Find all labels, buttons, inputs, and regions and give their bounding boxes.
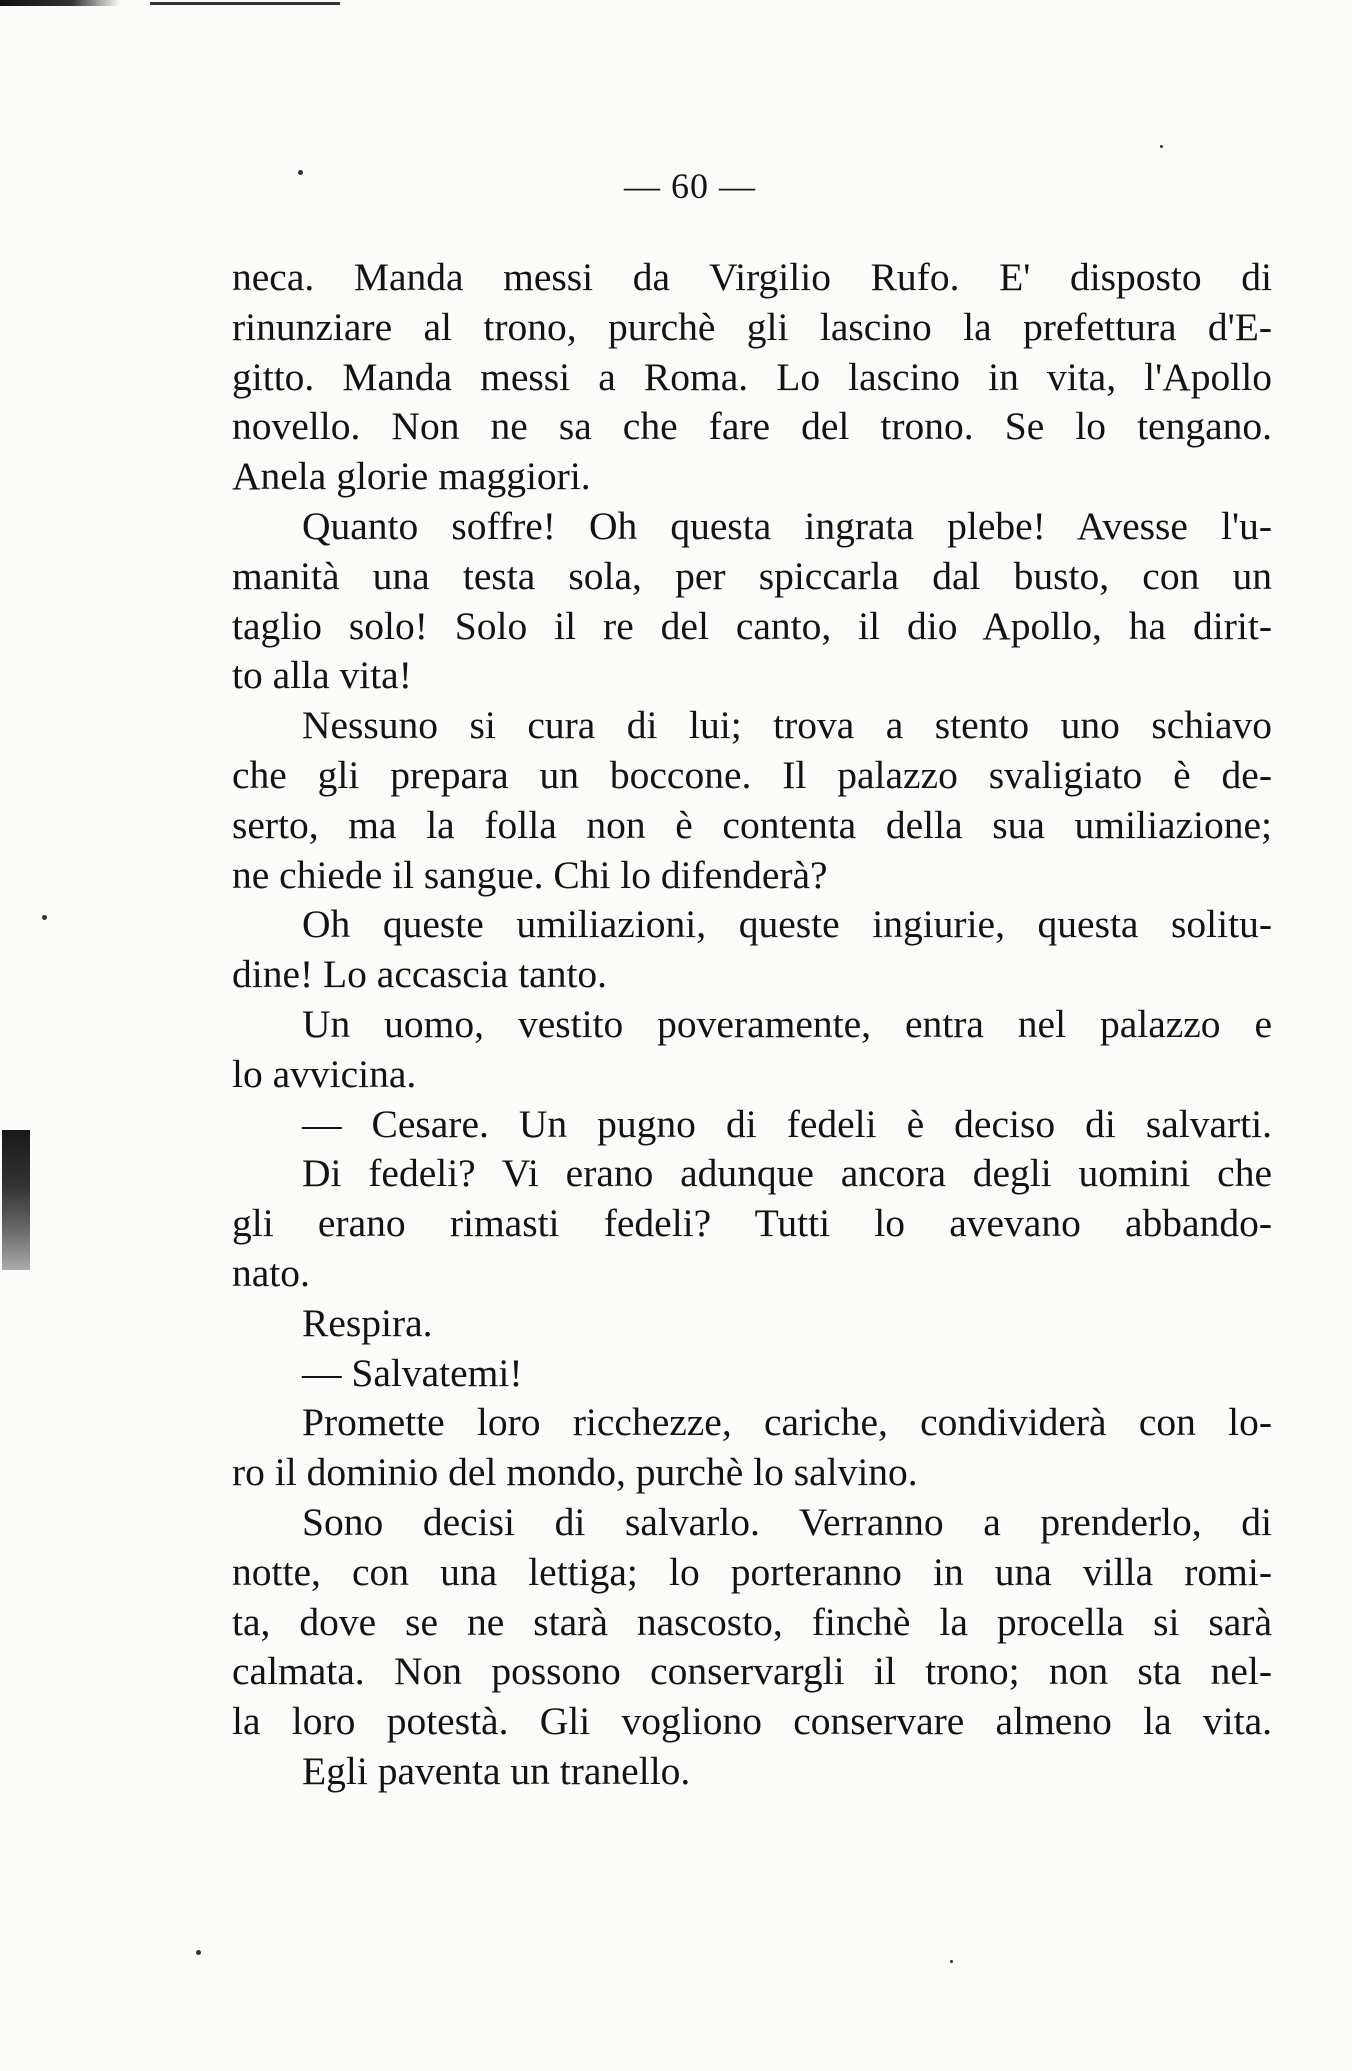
text-line: nato. <box>232 1250 310 1295</box>
scan-artifact-left-edge <box>2 1130 30 1270</box>
scan-speck <box>42 915 47 920</box>
text-line: Un uomo, vestito poveramente, entra nel palazzo e <box>302 1001 1272 1046</box>
text-line: gli erano rimasti fedeli? Tutti lo avevano abbando- <box>232 1201 1272 1246</box>
scan-speck <box>950 1960 953 1963</box>
text-line: Respira. <box>302 1300 433 1345</box>
text-line: — Cesare. Un pugno di fedeli è deciso di salvarti. <box>302 1101 1272 1146</box>
text-line: Egli paventa un tranello. <box>302 1748 691 1793</box>
scan-speck <box>298 170 303 175</box>
text-line: che gli prepara un boccone. Il palazzo svaligiato è de- <box>232 752 1272 797</box>
text-line: rinunziare al trono, purchè gli lascino la prefettura d'E- <box>232 304 1272 349</box>
text-line: calmata. Non possono conservargli il trono; non sta nel- <box>232 1649 1272 1694</box>
text-line: neca. Manda messi da Virgilio Rufo. E' disposto di <box>232 255 1272 299</box>
page-number: — 60 — <box>624 166 756 206</box>
text-line: taglio solo! Solo il re del canto, il dio Apollo, ha dirit- <box>232 603 1272 648</box>
scan-speck <box>1160 145 1163 148</box>
text-line: ro il dominio del mondo, purchè lo salvino. <box>232 1450 918 1495</box>
text-line: novello. Non ne sa che fare del trono. Se lo tengano. <box>232 404 1272 449</box>
text-line: gitto. Manda messi a Roma. Lo lascino in vita, l'Apollo <box>232 354 1272 399</box>
text-line: ta, dove se ne starà nascosto, finchè la procella si sarà <box>232 1599 1272 1644</box>
scan-speck <box>196 1950 201 1955</box>
text-line: — Salvatemi! <box>302 1350 523 1395</box>
text-line: lo avvicina. <box>232 1051 417 1096</box>
text-line: serto, ma la folla non è contenta della sua umiliazione; <box>232 802 1272 847</box>
text-line: dine! Lo accascia tanto. <box>232 952 608 997</box>
text-line: Promette loro ricchezze, cariche, condividerà con lo- <box>302 1400 1272 1445</box>
text-line: Quanto soffre! Oh questa ingrata plebe! Avesse l'u- <box>302 503 1272 548</box>
text-line: Sono decisi di salvarlo. Verranno a prenderlo, di <box>302 1499 1272 1544</box>
text-line: manità una testa sola, per spiccarla dal busto, con un <box>232 553 1272 598</box>
scan-artifact-top <box>0 0 120 6</box>
body-text <box>232 253 1272 1797</box>
text-line: Nessuno si cura di lui; trova a stento uno schiavo <box>302 703 1272 748</box>
text-line: la loro potestà. Gli vogliono conservare almeno la vita. <box>232 1699 1272 1744</box>
text-line: notte, con una lettiga; lo porteranno in una villa romi- <box>232 1549 1272 1594</box>
text-line: to alla vita! <box>232 653 412 698</box>
scan-artifact-top-rule <box>150 2 340 5</box>
text-line: Di fedeli? Vi erano adunque ancora degli uomini che <box>302 1151 1272 1196</box>
text-line: Oh queste umiliazioni, queste ingiurie, questa solitu- <box>302 902 1272 947</box>
text-line: Anela glorie maggiori. <box>232 454 591 499</box>
text-line: ne chiede il sangue. Chi lo difenderà? <box>232 852 828 897</box>
